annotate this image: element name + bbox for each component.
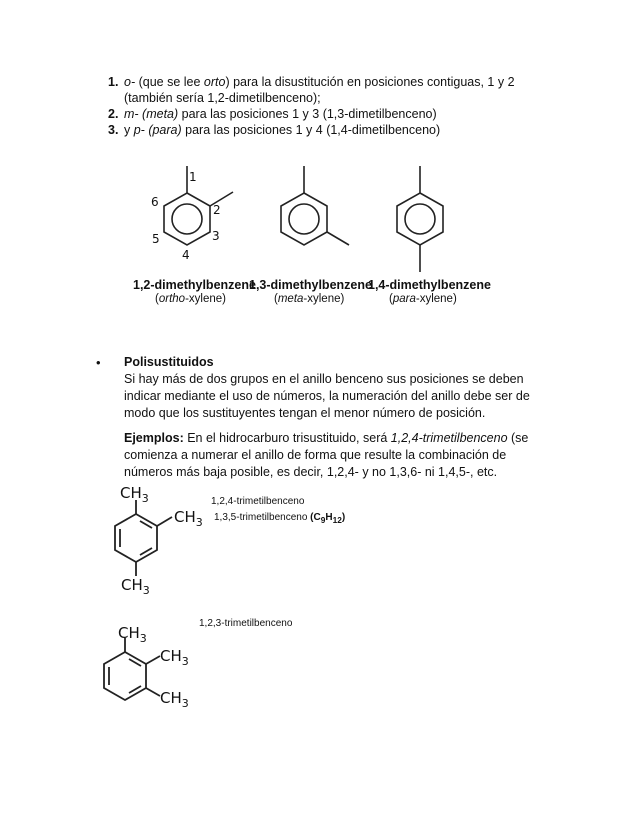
label-135-trimetilbenceno: 1,3,5-trimetilbenceno $(C_9H_{12})$: [214, 512, 346, 525]
ortho-xylene-structure: [164, 166, 233, 245]
ch3-label: $CH_3$: [160, 647, 189, 668]
list-number: 3.: [108, 123, 119, 137]
ch3-label: $CH_3$: [174, 508, 203, 529]
label-124-trimetilbenceno: 1,2,4-trimetilbenceno: [211, 496, 305, 507]
list-item-2: 2. m- (meta) para las posiciones 1 y 3 (1,3-dimetilbenceno): [108, 107, 437, 121]
trimethylbenzene-structures: [0, 470, 638, 710]
position-3: 3: [212, 229, 220, 243]
section-heading: Polisustituidos: [124, 355, 214, 369]
compound-sub-meta: (meta-xylene): [274, 293, 345, 305]
ch3-label: $CH_3$: [160, 689, 189, 710]
compound-sub-para: (para-xylene): [389, 293, 457, 305]
position-6: 6: [151, 195, 159, 209]
compound-name-ortho: 1,2-dimethylbenzene: [133, 278, 256, 292]
section-paragraph: Si hay más de dos grupos en el anillo benceno sus posiciones se deben indicar mediante el uso de números, la numeración del anillo debe ser de modo que los sustituyentes tengan el menor número de posición.: [124, 372, 530, 420]
position-5: 5: [152, 232, 160, 246]
para-xylene-structure: [397, 166, 443, 272]
prefix-ortho: o-: [124, 75, 136, 89]
ch3-label: $CH_3$: [118, 624, 147, 645]
label-123-trimetilbenceno: 1,2,3-trimetilbenceno: [199, 618, 293, 629]
position-4: 4: [182, 248, 190, 262]
ch3-labels-124: [120, 484, 203, 597]
list-number: 1.: [108, 75, 119, 89]
ch3-label: $CH_3$: [121, 576, 150, 597]
compound-sub-ortho: (ortho-xylene): [155, 293, 226, 305]
position-1: 1: [189, 170, 197, 184]
meta-xylene-structure: [281, 166, 349, 245]
polisustituidos-section: [96, 354, 546, 481]
compound-name-meta: 1,3-dimethylbenzene: [249, 278, 372, 292]
prefix-meta: m- (meta): [124, 107, 179, 121]
list-item-3: 3. y p- (para) para las posiciones 1 y 4 (1,4-dimetilbenceno): [108, 123, 441, 137]
bullet-icon: •: [96, 355, 101, 370]
trimethylbenzene-123-structure: [104, 638, 160, 700]
compound-name-para: 1,4-dimethylbenzene: [368, 278, 491, 292]
ch3-label: $CH_3$: [120, 484, 149, 505]
trimethylbenzene-124-structure: [115, 500, 172, 576]
list-item-1: 1. o- (que se lee orto) para la disustitución en posiciones contiguas, 1 y 2: [108, 75, 515, 89]
prefix-para: p- (para): [133, 123, 182, 137]
list-number: 2.: [108, 107, 119, 121]
position-2: 2: [213, 203, 221, 217]
list-item-1-continuation: (también sería 1,2-dimetilbenceno);: [124, 91, 321, 105]
ejemplos-paragraph: Ejemplos: En el hidrocarburo trisustituido, será 1,2,4-trimetilbenceno (se comienza a numerar el anillo de forma que resulte la combinación de números más baja posible, es decir, 1,2,4- y no 1,3,6- ni 1,4,5-, etc.: [124, 431, 529, 479]
